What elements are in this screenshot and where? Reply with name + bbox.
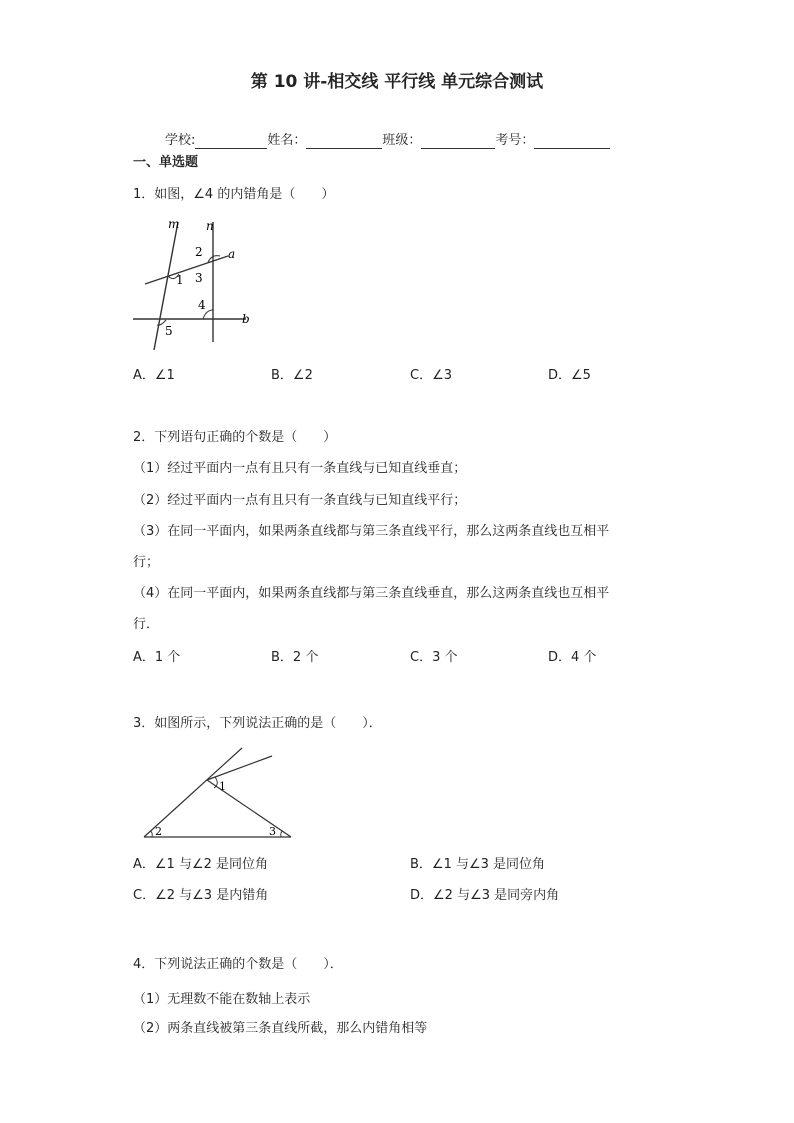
- q3-option-b[interactable]: B．∠1 与∠3 是同位角: [410, 857, 546, 872]
- q1-label-3: 3: [195, 271, 203, 285]
- page-title: 第 10 讲-相交线 平行线 单元综合测试: [250, 72, 544, 92]
- q2-statement-3: （3）在同一平面内，如果两条直线都与第三条直线平行，那么这两条直线也互相平: [133, 524, 610, 539]
- q2-option-c[interactable]: C．3 个: [410, 650, 458, 665]
- q2-statement-1: （1）经过平面内一点有且只有一条直线与已知直线垂直；: [133, 461, 467, 476]
- school-blank[interactable]: [195, 134, 267, 149]
- q1-label-m: m: [168, 217, 180, 231]
- q1-stem: 1．如图，∠4 的内错角是（ ）: [133, 187, 335, 202]
- section-heading: 一、单选题: [133, 155, 199, 170]
- q1-label-5: 5: [165, 324, 173, 338]
- q1-option-b[interactable]: B．∠2: [271, 368, 313, 383]
- school-label: 学校:: [165, 133, 196, 148]
- q4-statement-2: （2）两条直线被第三条直线所截，那么内错角相等: [133, 1021, 428, 1036]
- q2-option-b[interactable]: B．2 个: [271, 650, 319, 665]
- class-label: 班级：: [382, 133, 422, 148]
- q1-label-b: b: [242, 312, 250, 326]
- q2-stem: 2．下列语句正确的个数是（ ）: [133, 430, 337, 445]
- q2-statement-4-cont: 行．: [133, 617, 160, 632]
- name-blank[interactable]: [306, 134, 382, 149]
- q2-statement-3-cont: 行；: [133, 555, 160, 570]
- q4-statement-1: （1）无理数不能在数轴上表示: [133, 992, 311, 1007]
- q1-label-1: 1: [176, 273, 184, 287]
- q1-label-2: 2: [195, 245, 203, 259]
- q2-option-a[interactable]: A．1 个: [133, 650, 181, 665]
- q3-option-d[interactable]: D．∠2 与∠3 是同旁内角: [410, 888, 560, 903]
- student-info-row: [165, 133, 610, 149]
- q1-option-a[interactable]: A．∠1: [133, 368, 175, 383]
- q3-label-3: 3: [269, 825, 276, 838]
- q3-figure: [138, 744, 298, 844]
- q2-statement-2: （2）经过平面内一点有且只有一条直线与已知直线平行；: [133, 493, 467, 508]
- q1-option-d[interactable]: D．∠5: [548, 368, 591, 383]
- q1-option-c[interactable]: C．∠3: [410, 368, 453, 383]
- number-blank[interactable]: [534, 134, 610, 149]
- q1-label-n: n: [206, 219, 214, 233]
- number-label: 考号：: [495, 133, 535, 148]
- class-blank[interactable]: [421, 134, 495, 149]
- q3-stem: 3．如图所示，下列说法正确的是（ ）．: [133, 716, 382, 731]
- q1-label-4: 4: [198, 298, 206, 312]
- q1-label-a: a: [228, 247, 236, 261]
- q4-stem: 4．下列说法正确的个数是（ ）．: [133, 957, 343, 972]
- q1-figure: [128, 214, 258, 356]
- q3-option-a[interactable]: A．∠1 与∠2 是同位角: [133, 857, 269, 872]
- name-label: 姓名：: [267, 133, 307, 148]
- q3-label-2: 2: [155, 825, 162, 838]
- q2-statement-4: （4）在同一平面内，如果两条直线都与第三条直线垂直，那么这两条直线也互相平: [133, 586, 610, 601]
- q3-label-1: 1: [219, 780, 226, 793]
- q3-option-c[interactable]: C．∠2 与∠3 是内错角: [133, 888, 269, 903]
- q2-option-d[interactable]: D．4 个: [548, 650, 597, 665]
